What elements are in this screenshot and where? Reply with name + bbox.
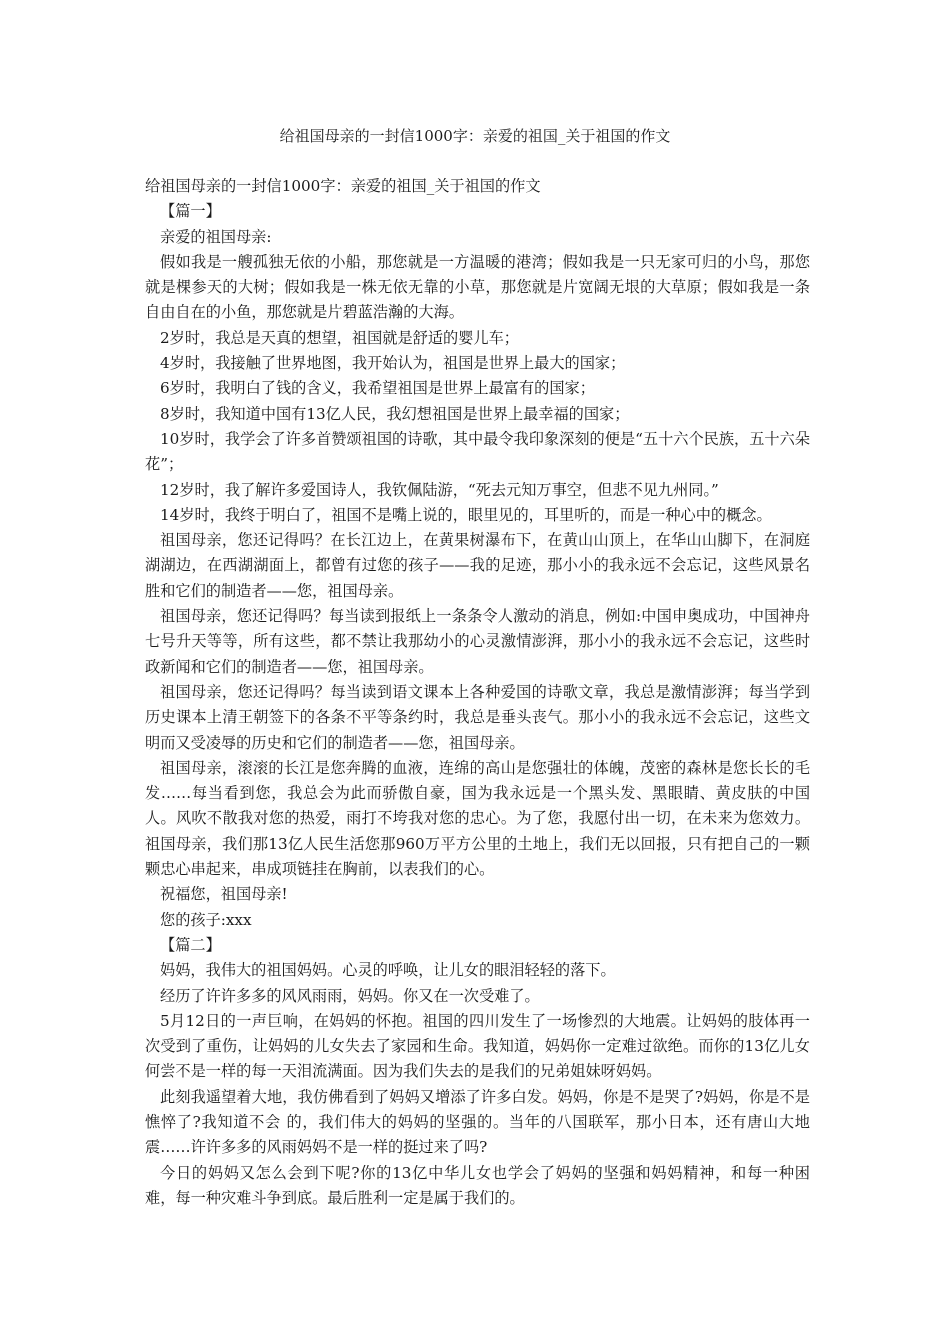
- paragraph: 祖国母亲，您还记得吗？每当读到语文课本上各种爱国的诗歌文章，我总是激情澎湃；每当学到历史课本上清王朝签下的各条不平等条约时，我总是垂头丧气。那小小的我永远不会忘记，这些文明而又受凌辱的历史和它们的制造者——您，祖国母亲。: [145, 682, 810, 752]
- paragraph: 12岁时，我了解许多爱国诗人，我钦佩陆游，“死去元知万事空，但悲不见九州同。”: [160, 480, 719, 499]
- paragraph: 此刻我遥望着大地，我仿佛看到了妈妈又增添了许多白发。妈妈，你是不是哭了?妈妈，你是不是憔悴了?我知道不会 的，我们伟大的妈妈的坚强的。当年的八国联军，那小日本，还有唐山大地震……许许多多的风雨妈妈不是一样的挺过来了吗?: [145, 1087, 810, 1157]
- paragraph: 【篇二】: [160, 935, 221, 954]
- paragraph: 亲爱的祖国母亲:: [160, 227, 272, 246]
- paragraph: 假如我是一艘孤独无依的小船，那您就是一方温暖的港湾；假如我是一只无家可归的小鸟，那您就是棵参天的大树；假如我是一株无依无靠的小草，那您就是片宽阔无垠的大草原；假如我是一条自由自在的小鱼，那您就是片碧蓝浩瀚的大海。: [145, 252, 810, 322]
- paragraph: 4岁时，我接触了世界地图，我开始认为，祖国是世界上最大的国家；: [160, 354, 626, 373]
- paragraph: 经历了许许多多的风风雨雨，妈妈。你又在一次受难了。: [160, 986, 540, 1005]
- paragraph: 您的孩子:xxx: [160, 910, 252, 929]
- paragraph: 14岁时，我终于明白了，祖国不是嘴上说的，眼里见的，耳里听的，而是一种心中的概念。: [160, 505, 772, 524]
- document-title: 给祖国母亲的一封信1000字：亲爱的祖国_关于祖国的作文: [279, 127, 671, 145]
- paragraph: 祝福您，祖国母亲!: [160, 885, 288, 904]
- paragraph: 祖国母亲，您还记得吗？每当读到报纸上一条条令人激动的消息，例如:中国申奥成功，中国神舟七号升天等等，所有这些，都不禁让我那幼小的心灵激情澎湃，那小小的我永远不会忘记，这些时政新闻和它们的制造者——您，祖国母亲。: [145, 607, 810, 676]
- paragraph: 8岁时，我知道中国有13亿人民，我幻想祖国是世界上最幸福的国家；: [160, 404, 630, 423]
- paragraph: 妈妈，我伟大的祖国妈妈。心灵的呼唤，让儿女的眼泪轻轻的落下。: [160, 961, 616, 980]
- paragraph: 给祖国母亲的一封信1000字：亲爱的祖国_关于祖国的作文: [145, 177, 541, 195]
- paragraph: 2岁时，我总是天真的想望，祖国就是舒适的婴儿车；: [160, 328, 519, 347]
- document-body: [145, 174, 810, 1211]
- paragraph: 10岁时，我学会了许多首赞颂祖国的诗歌，其中最令我印象深刻的便是“五十六个民族，五十六朵花”；: [145, 429, 810, 474]
- paragraph: 祖国母亲，滚滚的长江是您奔腾的血液，连绵的高山是您强壮的体魄，茂密的森林是您长长的毛发……每当看到您，我总会为此而骄傲自豪，国为我永远是一个黑头发、黑眼睛、黄皮肤的中国人。风吹不散我对您的热爱，雨打不垮我对您的忠心。为了您，我愿付出一切，在未来为您效力。祖国母亲，我们那13亿人民生活您那960万平方公里的土地上，我们无以回报，只有把自己的一颗颗忠心串起来，串成项链挂在胸前，以表我们的心。: [145, 758, 810, 879]
- paragraph: 今日的妈妈又怎么会到下呢?你的13亿中华儿女也学会了妈妈的坚强和妈妈精神，和每一种困难，每一种灾难斗争到底。最后胜利一定是属于我们的。: [145, 1163, 810, 1207]
- paragraph: 【篇一】: [160, 202, 221, 221]
- paragraph: 祖国母亲，您还记得吗？在长江边上，在黄果树瀑布下，在黄山山顶上，在华山山脚下，在洞庭湖湖边，在西湖湖面上，都曾有过您的孩子——我的足迹，那小小的我永远不会忘记，这些风景名胜和它们的制造者——您，祖国母亲。: [145, 531, 810, 600]
- paragraph: 6岁时，我明白了钱的含义，我希望祖国是世界上最富有的国家；: [160, 379, 595, 398]
- paragraph: 5月12日的一声巨响，在妈妈的怀抱。祖国的四川发生了一场惨烈的大地震。让妈妈的肢体再一次受到了重伤，让妈妈的儿女失去了家园和生命。我知道，妈妈你一定难过欲绝。而你的13亿儿女何尝不是一样的每一天泪流满面。因为我们失去的是我们的兄弟姐妹呀妈妈。: [145, 1011, 810, 1081]
